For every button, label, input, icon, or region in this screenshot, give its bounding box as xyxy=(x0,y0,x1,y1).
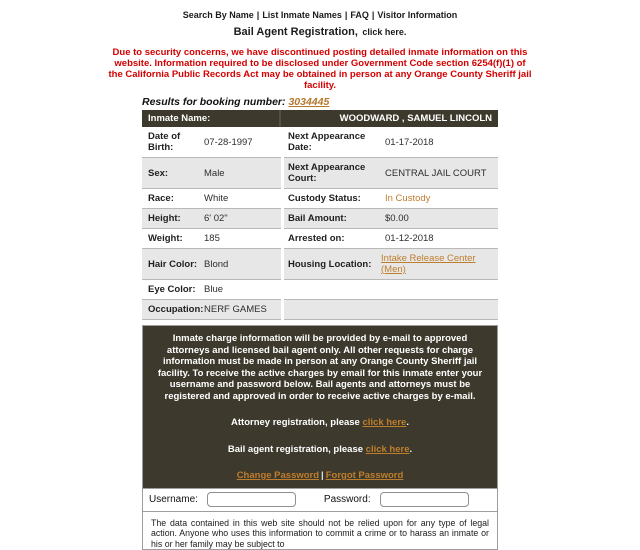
hair-color-value: Blond xyxy=(204,258,229,270)
password-label: Password: xyxy=(323,494,371,505)
housing-location-label: Housing Location: xyxy=(288,258,372,270)
occupation-label: Occupation: xyxy=(148,304,204,315)
eye-color-label: Eye Color: xyxy=(148,284,196,295)
inmate-name-label: Inmate Name: xyxy=(142,110,281,127)
inmate-name-header-row xyxy=(142,110,498,127)
nav-separator: | xyxy=(371,10,375,20)
weight-value: 185 xyxy=(204,233,220,244)
eye-color-value: Blue xyxy=(204,284,224,295)
nav-link-search-by-name[interactable]: Search By Name xyxy=(182,10,254,20)
bail-agent-registration-label: Bail Agent Registration, xyxy=(233,26,358,38)
custody-status-label: Custody Status: xyxy=(288,193,361,204)
results-content xyxy=(142,96,498,550)
dob-value: 07-28-1997 xyxy=(204,136,253,148)
bail-agent-registration-click-here-link[interactable]: click here. xyxy=(362,27,407,37)
table-row xyxy=(142,229,498,249)
attorney-registration-text: Attorney registration, please xyxy=(231,417,363,428)
height-value: 6' 02" xyxy=(204,213,228,224)
legal-disclaimer-text: The data contained in this web site should not be relied upon for any type of legal action. Anyone who uses this information to commit a crime or to harass an inmate or his or her family may be subject to xyxy=(143,511,497,550)
custody-status-value: In Custody xyxy=(385,193,431,204)
bail-agent-registration-click-here-link[interactable]: click here xyxy=(365,443,410,455)
top-nav xyxy=(0,0,640,20)
results-heading xyxy=(142,96,498,108)
period: . xyxy=(409,443,413,455)
next-appearance-date-value: 01-17-2018 xyxy=(385,136,434,148)
password-links-line xyxy=(155,470,485,482)
booking-number-link[interactable]: 3034445 xyxy=(288,96,330,108)
race-label: Race: xyxy=(148,193,174,204)
hair-color-label: Hair Color: xyxy=(148,258,198,270)
period: . xyxy=(406,417,409,428)
change-password-link[interactable]: Change Password xyxy=(236,470,320,481)
charge-info-panel xyxy=(143,326,497,488)
next-appearance-court-value: CENTRAL JAIL COURT xyxy=(385,167,487,179)
arrested-on-label: Arrested on: xyxy=(288,233,345,244)
next-appearance-date-label: Next Appearance Date: xyxy=(288,131,366,153)
sex-value: Male xyxy=(204,167,225,179)
occupation-value: NERF GAMES xyxy=(204,304,267,315)
bail-amount-value: $0.00 xyxy=(385,213,409,224)
inmate-table xyxy=(142,110,498,320)
nav-separator: | xyxy=(256,10,260,20)
login-row xyxy=(143,488,497,511)
table-row xyxy=(142,280,498,300)
username-label: Username: xyxy=(149,494,198,505)
charge-info-panel-group xyxy=(142,325,498,550)
table-row xyxy=(142,249,498,280)
bail-amount-label: Bail Amount: xyxy=(288,213,347,224)
table-row xyxy=(142,209,498,229)
bail-agent-registration-panel-line xyxy=(155,444,485,456)
bail-agent-registration-line xyxy=(0,22,640,40)
sex-label: Sex: xyxy=(148,167,169,179)
security-warning-text: Due to security concerns, we have discontinued posting detailed inmate information on this website. Information required to be disclosed under Government Code section 6254(f)(1) of the California Public Records Act may be obtained in person at any Orange County Sheriff jail facility. xyxy=(108,47,532,91)
attorney-registration-click-here-link[interactable]: click here xyxy=(362,417,407,428)
nav-link-visitor-information[interactable]: Visitor Information xyxy=(377,10,458,20)
nav-separator: | xyxy=(344,10,348,20)
results-label: Results for booking number: xyxy=(142,96,286,108)
arrested-on-value: 01-12-2018 xyxy=(385,233,434,244)
weight-label: Weight: xyxy=(148,233,183,244)
nav-link-list-inmate-names[interactable]: List Inmate Names xyxy=(262,10,342,20)
next-appearance-court-label: Next Appearance Court: xyxy=(288,162,366,184)
charge-info-paragraph: Inmate charge information will be provided by e-mail to approved attorneys and licensed bail agent only. All other requests for charge information must be made in person at any Orange County Sheriff jail facility. To receive the active charges by email for this inmate enter your username and password below. Bail agents and attorneys must be registered and approved in order to receive active charges by e-mail. xyxy=(157,333,483,402)
height-label: Height: xyxy=(148,213,181,224)
table-row xyxy=(142,300,498,320)
pipe-separator: | xyxy=(321,470,324,481)
password-input[interactable] xyxy=(380,492,469,507)
table-row xyxy=(142,189,498,209)
forgot-password-link[interactable]: Forgot Password xyxy=(325,470,404,481)
username-input[interactable] xyxy=(207,492,296,507)
attorney-registration-line xyxy=(155,417,485,429)
bail-agent-registration-text: Bail agent registration, please xyxy=(227,443,366,455)
table-row xyxy=(142,127,498,158)
table-row xyxy=(142,158,498,189)
housing-location-link[interactable]: Intake Release Center (Men) xyxy=(381,253,476,275)
nav-link-faq[interactable]: FAQ xyxy=(350,10,369,20)
race-value: White xyxy=(204,193,229,204)
dob-label: Date of Birth: xyxy=(148,131,181,153)
inmate-name-value: WOODWARD , SAMUEL LINCOLN xyxy=(339,113,492,124)
